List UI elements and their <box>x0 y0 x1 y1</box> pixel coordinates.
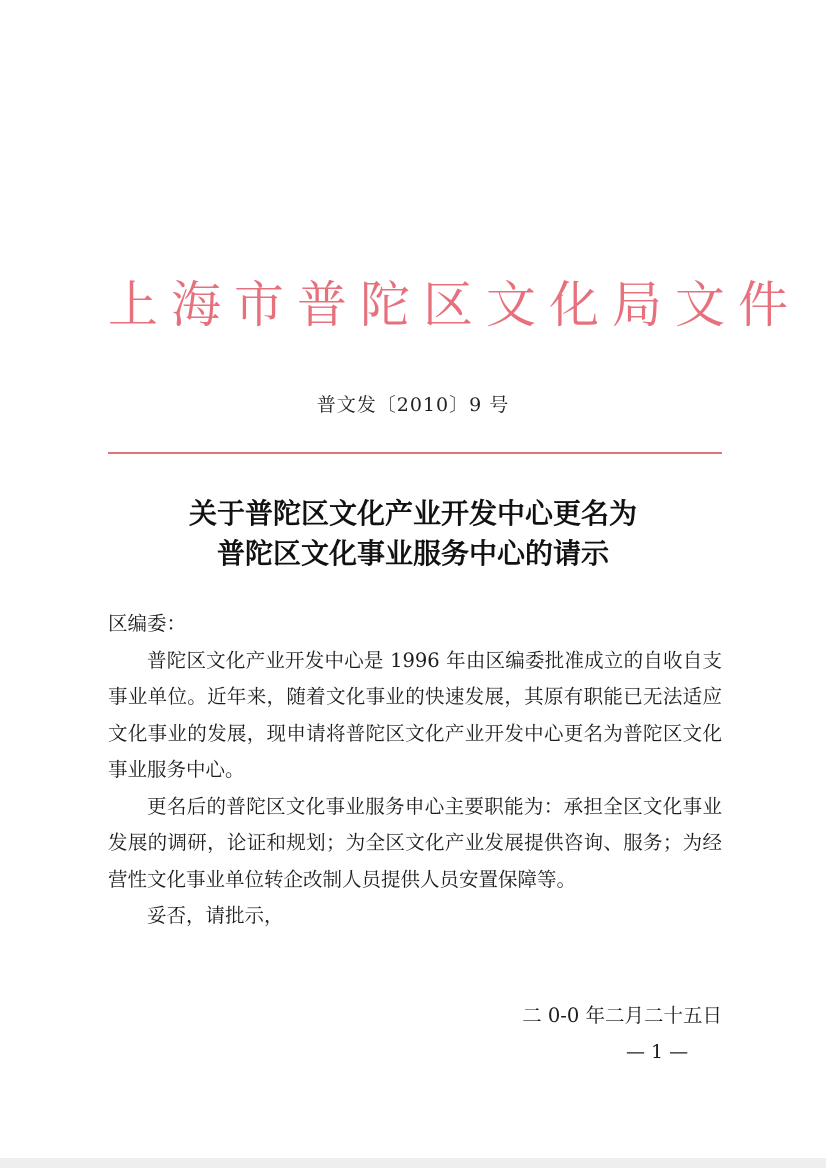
page-number: — 1 — <box>626 1041 689 1063</box>
salutation: 区编委： <box>108 612 187 635</box>
document-body <box>108 606 722 935</box>
document-number: 普文发〔2010〕9 号 <box>316 394 510 416</box>
body-paragraph-2: 更名后的普陀区文化事业服务申心主要职能为：承担全区文化事业发展的调研，论证和规划；为全区文化产业发展提供咨询、服务；为经营性文化事业单位转企改制人员提供人员安置保障等。 <box>108 794 722 891</box>
document-title <box>0 494 826 574</box>
masthead: 上海市普陀区文化局文件 <box>108 276 801 334</box>
scan-edge-strip <box>0 1158 826 1168</box>
body-paragraph-3: 妥否，请批示， <box>147 904 284 927</box>
body-paragraph-1: 普陀区文化产业开发中心是 1996 年由区编委批准成立的自收自支事业单位。近年来，随着文化事业的快速发展，其原有职能已无法适应文化事业的发展，现申请将普陀区文化产业开发中心更名为普陀区文化事业服务中心。 <box>108 648 722 781</box>
title-line-1: 关于普陀区文化产业开发中心更名为 <box>188 497 637 530</box>
red-separator-line <box>108 452 722 454</box>
title-line-2: 普陀区文化事业服务中心的请示 <box>216 537 609 570</box>
document-date: 二 0-0 年二月二十五日 <box>522 1004 722 1027</box>
